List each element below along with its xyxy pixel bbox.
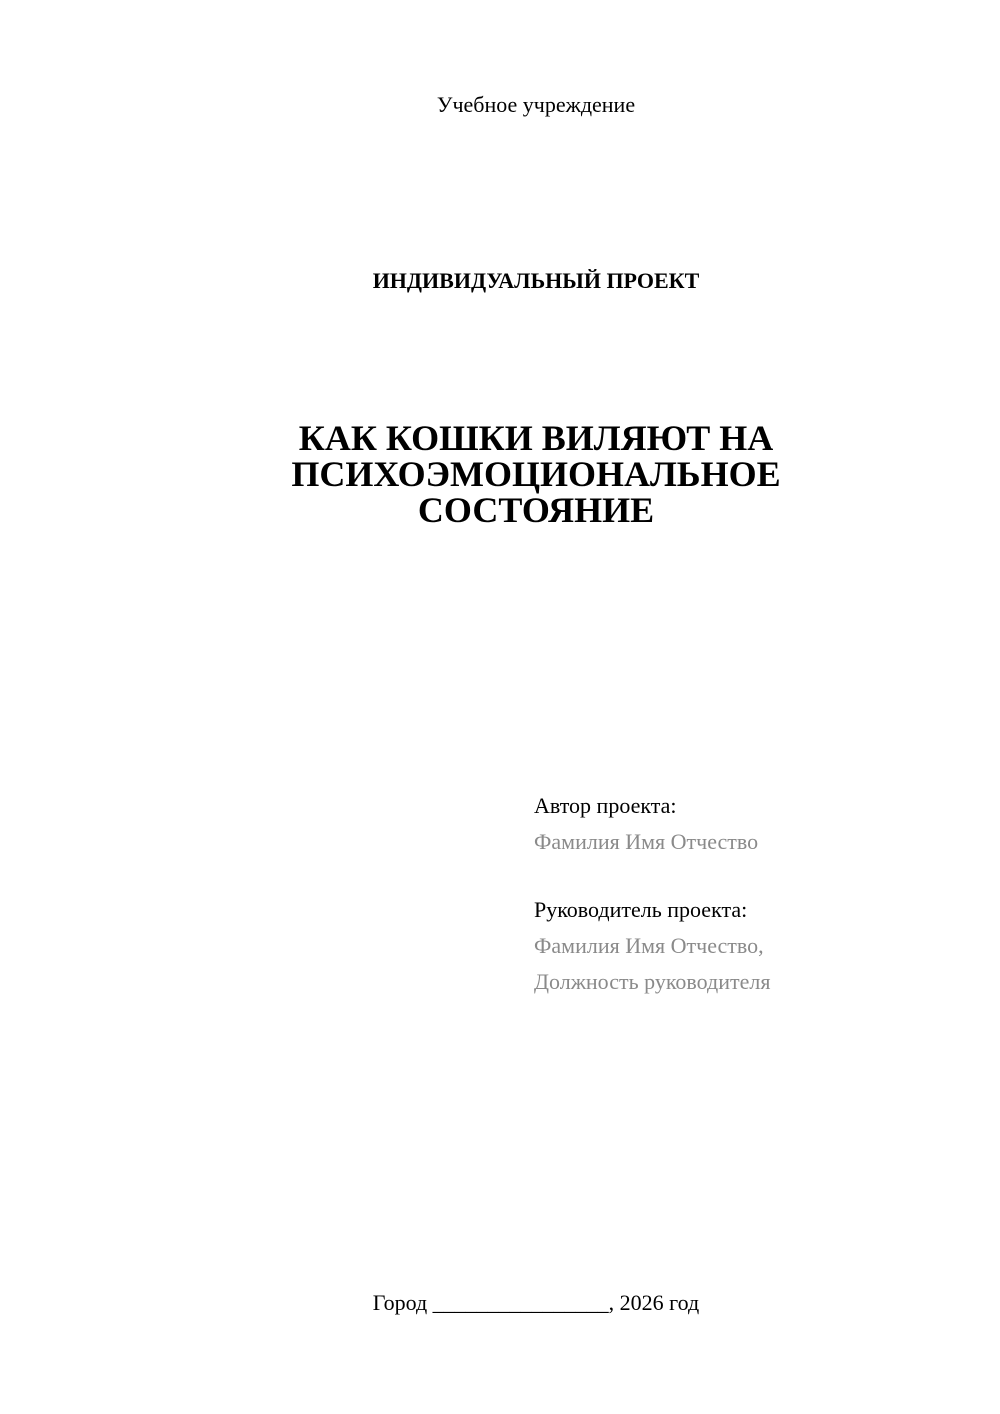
project-title-line: СОСТОЯНИЕ [417, 490, 655, 530]
city-year-line: Город ________________, 2026 год [372, 1290, 700, 1315]
supervisor-label: Руководитель проекта: [534, 897, 748, 922]
institution-name: Учебное учреждение [436, 92, 636, 117]
project-title [0, 420, 1000, 528]
project-title-line: ПСИХОЭМОЦИОНАЛЬНОЕ [291, 454, 781, 494]
supervisor-position: Должность руководителя [534, 969, 771, 994]
author-label: Автор проекта: [534, 793, 677, 818]
project-title-line: КАК КОШКИ ВИЛЯЮТ НА [298, 418, 774, 458]
supervisor-name: Фамилия Имя Отчество, [534, 933, 764, 958]
author-name: Фамилия Имя Отчество [534, 829, 759, 854]
project-type: ИНДИВИДУАЛЬНЫЙ ПРОЕКТ [372, 268, 700, 293]
project-people-block [534, 788, 770, 1000]
spacer [534, 860, 770, 892]
